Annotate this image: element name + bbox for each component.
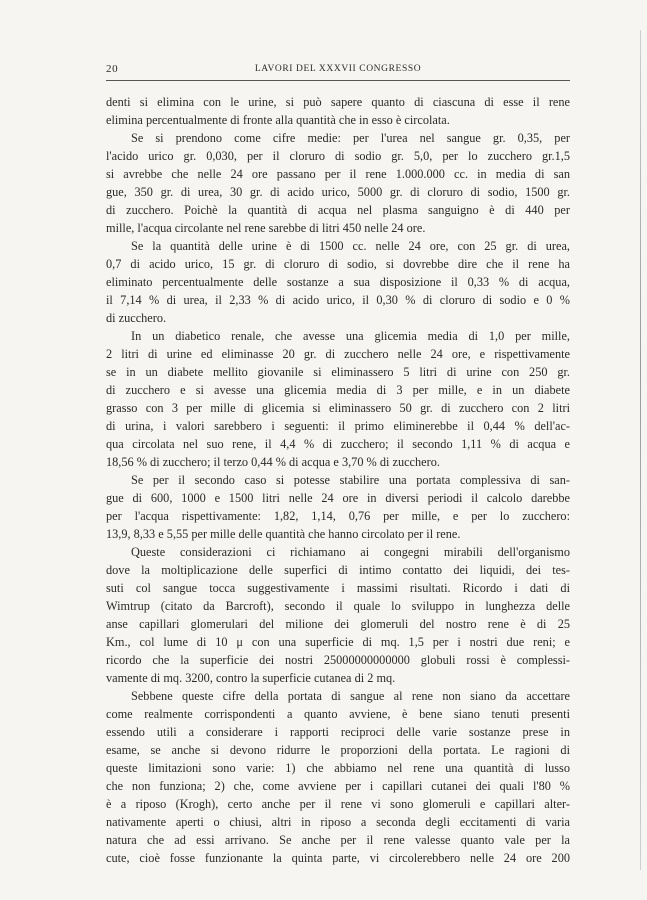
- text-line: come realmente corrispondenti a quanto avviene, è bene siano tenuti presenti: [106, 707, 570, 721]
- text-line: 0,7 di acido urico, 15 gr. di cloruro di sodio, si dovrebbe dire che il rene ha: [106, 257, 570, 271]
- text-line: Sebbene queste cifre della portata di sangue al rene non siano da accettare: [131, 689, 570, 703]
- text-line: di zucchero e si avesse una glicemia media di 3 per mille, e in un diabete: [106, 383, 570, 397]
- text-line: natura che ad essi arrivano. Se anche per il rene valesse quanto vale per la: [106, 833, 570, 847]
- header-rule: [106, 80, 570, 81]
- text-line: grasso con 3 per mille di glicemia si eliminassero 50 gr. di zucchero con 2 litri: [106, 401, 570, 415]
- text-line: gue, 350 gr. di urea, 30 gr. di acido urico, 5000 gr. di cloruro di sodio, 1500 gr.: [106, 185, 570, 199]
- text-line: qua circolata nel suo rene, il 4,4 % di zucchero; il secondo 1,11 % di acqua e: [106, 437, 570, 451]
- text-line: Se per il secondo caso si potesse stabilire una portata complessiva di san-: [131, 473, 570, 487]
- text-line: di zucchero.: [106, 311, 167, 325]
- text-line: di zucchero. Poichè la quantità di acqua nel plasma sanguigno è di 440 per: [106, 203, 570, 217]
- text-line: suti col sangue tocca suggestivamente i massimi risultati. Ricordo i dati di: [106, 581, 570, 595]
- text-line: essendo utili a considerare i rapporti reciproci delle varie sostanze prese in: [106, 725, 570, 739]
- text-line: si avrebbe che nelle 24 ore passano per il rene 1.000.000 cc. in media di san: [106, 167, 570, 181]
- scan-edge-shadow: [640, 30, 641, 870]
- page-header: [106, 63, 570, 77]
- text-line: gue di 600, 1000 e 1500 litri nelle 24 ore in diversi periodi il calcolo darebbe: [106, 491, 570, 505]
- text-line: nativamente aperti o chiusi, altri in riposo a seconda degli eccitamenti di varia: [106, 815, 570, 829]
- text-line: mille, l'acqua circolante nel rene sarebbe di litri 450 nelle 24 ore.: [106, 221, 426, 235]
- text-line: Wimtrup (citato da Barcroft), secondo il quale lo sviluppo in lunghezza delle: [106, 599, 570, 613]
- text-line: ricordo che la superficie dei nostri 25000000000000 globuli rossi è complessi-: [106, 653, 570, 667]
- text-line: l'acido urico gr. 0,030, per il cloruro di sodio gr. 5,0, per lo zucchero gr.1,5: [106, 149, 570, 163]
- text-line: Queste considerazioni ci richiamano ai congegni mirabili dell'organismo: [131, 545, 570, 559]
- running-title: LAVORI DEL XXXVII CONGRESSO: [254, 64, 422, 74]
- text-line: esame, se anche si devono ridurre le proporzioni della portata. Le ragioni di: [106, 743, 570, 757]
- text-line: è a riposo (Krogh), certo anche per il rene vi sono glomeruli e capillari alter-: [106, 797, 570, 811]
- text-line: 2 litri di urine ed eliminasse 20 gr. di zucchero nelle 24 ore, e rispettivamente: [106, 347, 570, 361]
- text-line: cute, cioè fosse funzionante la quinta parte, vi circolerebbero nelle 24 ore 200: [106, 851, 570, 865]
- text-line: per l'acqua rispettivamente: 1,82, 1,14, 0,76 per mille, e per lo zucchero:: [106, 509, 570, 523]
- text-line: queste limitazioni sono varie: 1) che abbiamo nel rene una quantità di lusso: [106, 761, 570, 775]
- text-line: denti si elimina con le urine, si può sapere quanto di ciascuna di esse il rene: [106, 95, 570, 109]
- text-line: eliminato percentualmente delle sostanze a sua disposizione il 0,33 % di acqua,: [106, 275, 570, 289]
- text-line: anse capillari glomerulari del milione dei glomeruli del nostro rene è di 25: [106, 617, 570, 631]
- text-line: dove la moltiplicazione delle superfici di intimo contatto dei liquidi, dei tes-: [106, 563, 570, 577]
- text-line: il 7,14 % di urea, il 2,33 % di acido urico, il 0,30 % di cloruro di sodio e 0 %: [106, 293, 570, 307]
- text-line: Se si prendono come cifre medie: per l'urea nel sangue gr. 0,35, per: [131, 131, 570, 145]
- page-number: 20: [106, 63, 119, 75]
- text-line: 18,56 % di zucchero; il terzo 0,44 % di acqua e 3,70 % di zucchero.: [106, 455, 440, 469]
- text-line: elimina percentualmente di fronte alla quantità che in esso è circolata.: [106, 113, 450, 127]
- text-line: 13,9, 8,33 e 5,55 per mille delle quantità che hanno circolato per il rene.: [106, 527, 461, 541]
- text-line: di urina, i valori sarebbero i seguenti: il primo eliminerebbe il 0,44 % dell'ac-: [106, 419, 570, 433]
- text-line: Km., col lume di 10 μ con una superficie di mq. 1,5 per i nostri due reni; e: [106, 635, 570, 649]
- text-line: vamente di mq. 3200, contro la superficie cutanea di 2 mq.: [106, 671, 396, 685]
- text-line: se in un diabete mellito giovanile si eliminassero 5 litri di urine con 250 gr.: [106, 365, 570, 379]
- text-line: che non funziona; 2) che, come avviene per i capillari cutanei dei quali l'80 %: [106, 779, 570, 793]
- text-line: In un diabetico renale, che avesse una glicemia media di 1,0 per mille,: [131, 329, 570, 343]
- text-line: Se la quantità delle urine è di 1500 cc. nelle 24 ore, con 25 gr. di urea,: [131, 239, 570, 253]
